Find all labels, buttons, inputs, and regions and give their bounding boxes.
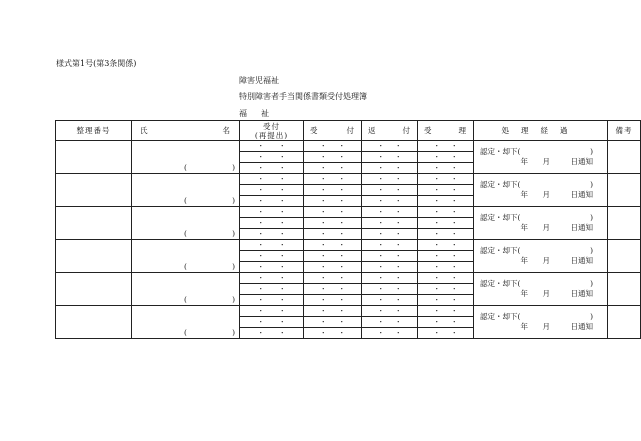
- entry-subrow: [56, 273, 641, 284]
- accept-date-cell[interactable]: ・ ・: [304, 174, 362, 185]
- accept-date-cell[interactable]: ・ ・: [304, 163, 362, 174]
- header-row: [56, 121, 641, 141]
- accept-date-cell[interactable]: ・ ・: [304, 306, 362, 317]
- entry-name-cell[interactable]: ( ): [132, 141, 240, 174]
- return-date-cell[interactable]: ・ ・: [362, 163, 418, 174]
- accept-date-cell[interactable]: ・ ・: [304, 185, 362, 196]
- col-number: 整理番号: [56, 121, 132, 141]
- receipt-date-cell[interactable]: ・ ・: [240, 284, 304, 295]
- receive-date-cell[interactable]: ・ ・: [418, 295, 474, 306]
- receive-date-cell[interactable]: ・ ・: [418, 207, 474, 218]
- col-accept: 受 付: [304, 121, 362, 141]
- receipt-date-cell[interactable]: ・ ・: [240, 295, 304, 306]
- accept-date-cell[interactable]: ・ ・: [304, 218, 362, 229]
- receipt-date-cell[interactable]: ・ ・: [240, 317, 304, 328]
- accept-date-cell[interactable]: ・ ・: [304, 196, 362, 207]
- accept-date-cell[interactable]: ・ ・: [304, 273, 362, 284]
- accept-date-cell[interactable]: ・ ・: [304, 328, 362, 339]
- process-cell[interactable]: 認定・却下( ) 年 月 日通知: [474, 240, 608, 273]
- register-table: [55, 120, 641, 339]
- remarks-cell[interactable]: [608, 174, 641, 207]
- col-name: 氏 名: [132, 121, 240, 141]
- remarks-cell[interactable]: [608, 306, 641, 339]
- process-cell[interactable]: 認定・却下( ) 年 月 日通知: [474, 306, 608, 339]
- accept-date-cell[interactable]: ・ ・: [304, 141, 362, 152]
- receipt-date-cell[interactable]: ・ ・: [240, 240, 304, 251]
- return-date-cell[interactable]: ・ ・: [362, 317, 418, 328]
- remarks-cell[interactable]: [608, 141, 641, 174]
- receive-date-cell[interactable]: ・ ・: [418, 185, 474, 196]
- receive-date-cell[interactable]: ・ ・: [418, 273, 474, 284]
- register-body: [56, 141, 641, 339]
- receive-date-cell[interactable]: ・ ・: [418, 240, 474, 251]
- receive-date-cell[interactable]: ・ ・: [418, 262, 474, 273]
- entry-name-cell[interactable]: ( ): [132, 273, 240, 306]
- return-date-cell[interactable]: ・ ・: [362, 207, 418, 218]
- receive-date-cell[interactable]: ・ ・: [418, 284, 474, 295]
- col-process: 処理経過: [474, 121, 608, 141]
- receipt-date-cell[interactable]: ・ ・: [240, 273, 304, 284]
- receipt-date-cell[interactable]: ・ ・: [240, 163, 304, 174]
- col-remarks: 備考: [608, 121, 641, 141]
- receive-date-cell[interactable]: ・ ・: [418, 196, 474, 207]
- receipt-date-cell[interactable]: ・ ・: [240, 196, 304, 207]
- return-date-cell[interactable]: ・ ・: [362, 218, 418, 229]
- entry-subrow: [56, 306, 641, 317]
- process-cell[interactable]: 認定・却下( ) 年 月 日通知: [474, 141, 608, 174]
- accept-date-cell[interactable]: ・ ・: [304, 207, 362, 218]
- entry-name-cell[interactable]: ( ): [132, 207, 240, 240]
- receive-date-cell[interactable]: ・ ・: [418, 141, 474, 152]
- receipt-date-cell[interactable]: ・ ・: [240, 141, 304, 152]
- accept-date-cell[interactable]: ・ ・: [304, 229, 362, 240]
- return-date-cell[interactable]: ・ ・: [362, 185, 418, 196]
- receipt-date-cell[interactable]: ・ ・: [240, 174, 304, 185]
- entry-number-cell[interactable]: [56, 174, 132, 207]
- return-date-cell[interactable]: ・ ・: [362, 141, 418, 152]
- receipt-date-cell[interactable]: ・ ・: [240, 251, 304, 262]
- return-date-cell[interactable]: ・ ・: [362, 240, 418, 251]
- receipt-date-cell[interactable]: ・ ・: [240, 328, 304, 339]
- remarks-cell[interactable]: [608, 273, 641, 306]
- col-receive: 受 理: [418, 121, 474, 141]
- accept-date-cell[interactable]: ・ ・: [304, 240, 362, 251]
- accept-date-cell[interactable]: ・ ・: [304, 284, 362, 295]
- accept-date-cell[interactable]: ・ ・: [304, 317, 362, 328]
- return-date-cell[interactable]: ・ ・: [362, 284, 418, 295]
- entry-subrow: [56, 240, 641, 251]
- col-receipt: 受付 (再提出): [240, 121, 304, 141]
- accept-date-cell[interactable]: ・ ・: [304, 295, 362, 306]
- return-date-cell[interactable]: ・ ・: [362, 328, 418, 339]
- receipt-date-cell[interactable]: ・ ・: [240, 185, 304, 196]
- return-date-cell[interactable]: ・ ・: [362, 295, 418, 306]
- remarks-cell[interactable]: [608, 240, 641, 273]
- return-date-cell[interactable]: ・ ・: [362, 229, 418, 240]
- entry-number-cell[interactable]: [56, 207, 132, 240]
- col-return: 返 付: [362, 121, 418, 141]
- receipt-date-cell[interactable]: ・ ・: [240, 262, 304, 273]
- accept-date-cell[interactable]: ・ ・: [304, 152, 362, 163]
- receive-date-cell[interactable]: ・ ・: [418, 218, 474, 229]
- receipt-date-cell[interactable]: ・ ・: [240, 229, 304, 240]
- entry-number-cell[interactable]: [56, 141, 132, 174]
- receipt-date-cell[interactable]: ・ ・: [240, 218, 304, 229]
- entry-number-cell[interactable]: [56, 240, 132, 273]
- return-date-cell[interactable]: ・ ・: [362, 196, 418, 207]
- return-date-cell[interactable]: ・ ・: [362, 306, 418, 317]
- receive-date-cell[interactable]: ・ ・: [418, 328, 474, 339]
- receive-date-cell[interactable]: ・ ・: [418, 163, 474, 174]
- entry-number-cell[interactable]: [56, 306, 132, 339]
- process-cell[interactable]: 認定・却下( ) 年 月 日通知: [474, 273, 608, 306]
- process-cell[interactable]: 認定・却下( ) 年 月 日通知: [474, 174, 608, 207]
- org-heading: 障害児福祉: [239, 76, 279, 85]
- entry-subrow: [56, 174, 641, 185]
- entry-subrow: [56, 207, 641, 218]
- return-date-cell[interactable]: ・ ・: [362, 251, 418, 262]
- receive-date-cell[interactable]: ・ ・: [418, 174, 474, 185]
- receive-date-cell[interactable]: ・ ・: [418, 317, 474, 328]
- receipt-date-cell[interactable]: ・ ・: [240, 306, 304, 317]
- return-date-cell[interactable]: ・ ・: [362, 152, 418, 163]
- entry-name-cell[interactable]: ( ): [132, 240, 240, 273]
- register-title: 特別障害者手当関係書類受付処理簿: [239, 92, 367, 101]
- receive-date-cell[interactable]: ・ ・: [418, 306, 474, 317]
- receive-date-cell[interactable]: ・ ・: [418, 152, 474, 163]
- receive-date-cell[interactable]: ・ ・: [418, 251, 474, 262]
- form-label: 様式第1号(第3条関係): [56, 59, 137, 68]
- entry-number-cell[interactable]: [56, 273, 132, 306]
- receipt-date-cell[interactable]: ・ ・: [240, 207, 304, 218]
- process-cell[interactable]: 認定・却下( ) 年 月 日通知: [474, 207, 608, 240]
- receive-date-cell[interactable]: ・ ・: [418, 229, 474, 240]
- accept-date-cell[interactable]: ・ ・: [304, 262, 362, 273]
- entry-name-cell[interactable]: ( ): [132, 306, 240, 339]
- receipt-date-cell[interactable]: ・ ・: [240, 152, 304, 163]
- return-date-cell[interactable]: ・ ・: [362, 174, 418, 185]
- section-heading: 福祉: [239, 109, 283, 118]
- accept-date-cell[interactable]: ・ ・: [304, 251, 362, 262]
- remarks-cell[interactable]: [608, 207, 641, 240]
- return-date-cell[interactable]: ・ ・: [362, 262, 418, 273]
- entry-subrow: [56, 141, 641, 152]
- entry-name-cell[interactable]: ( ): [132, 174, 240, 207]
- return-date-cell[interactable]: ・ ・: [362, 273, 418, 284]
